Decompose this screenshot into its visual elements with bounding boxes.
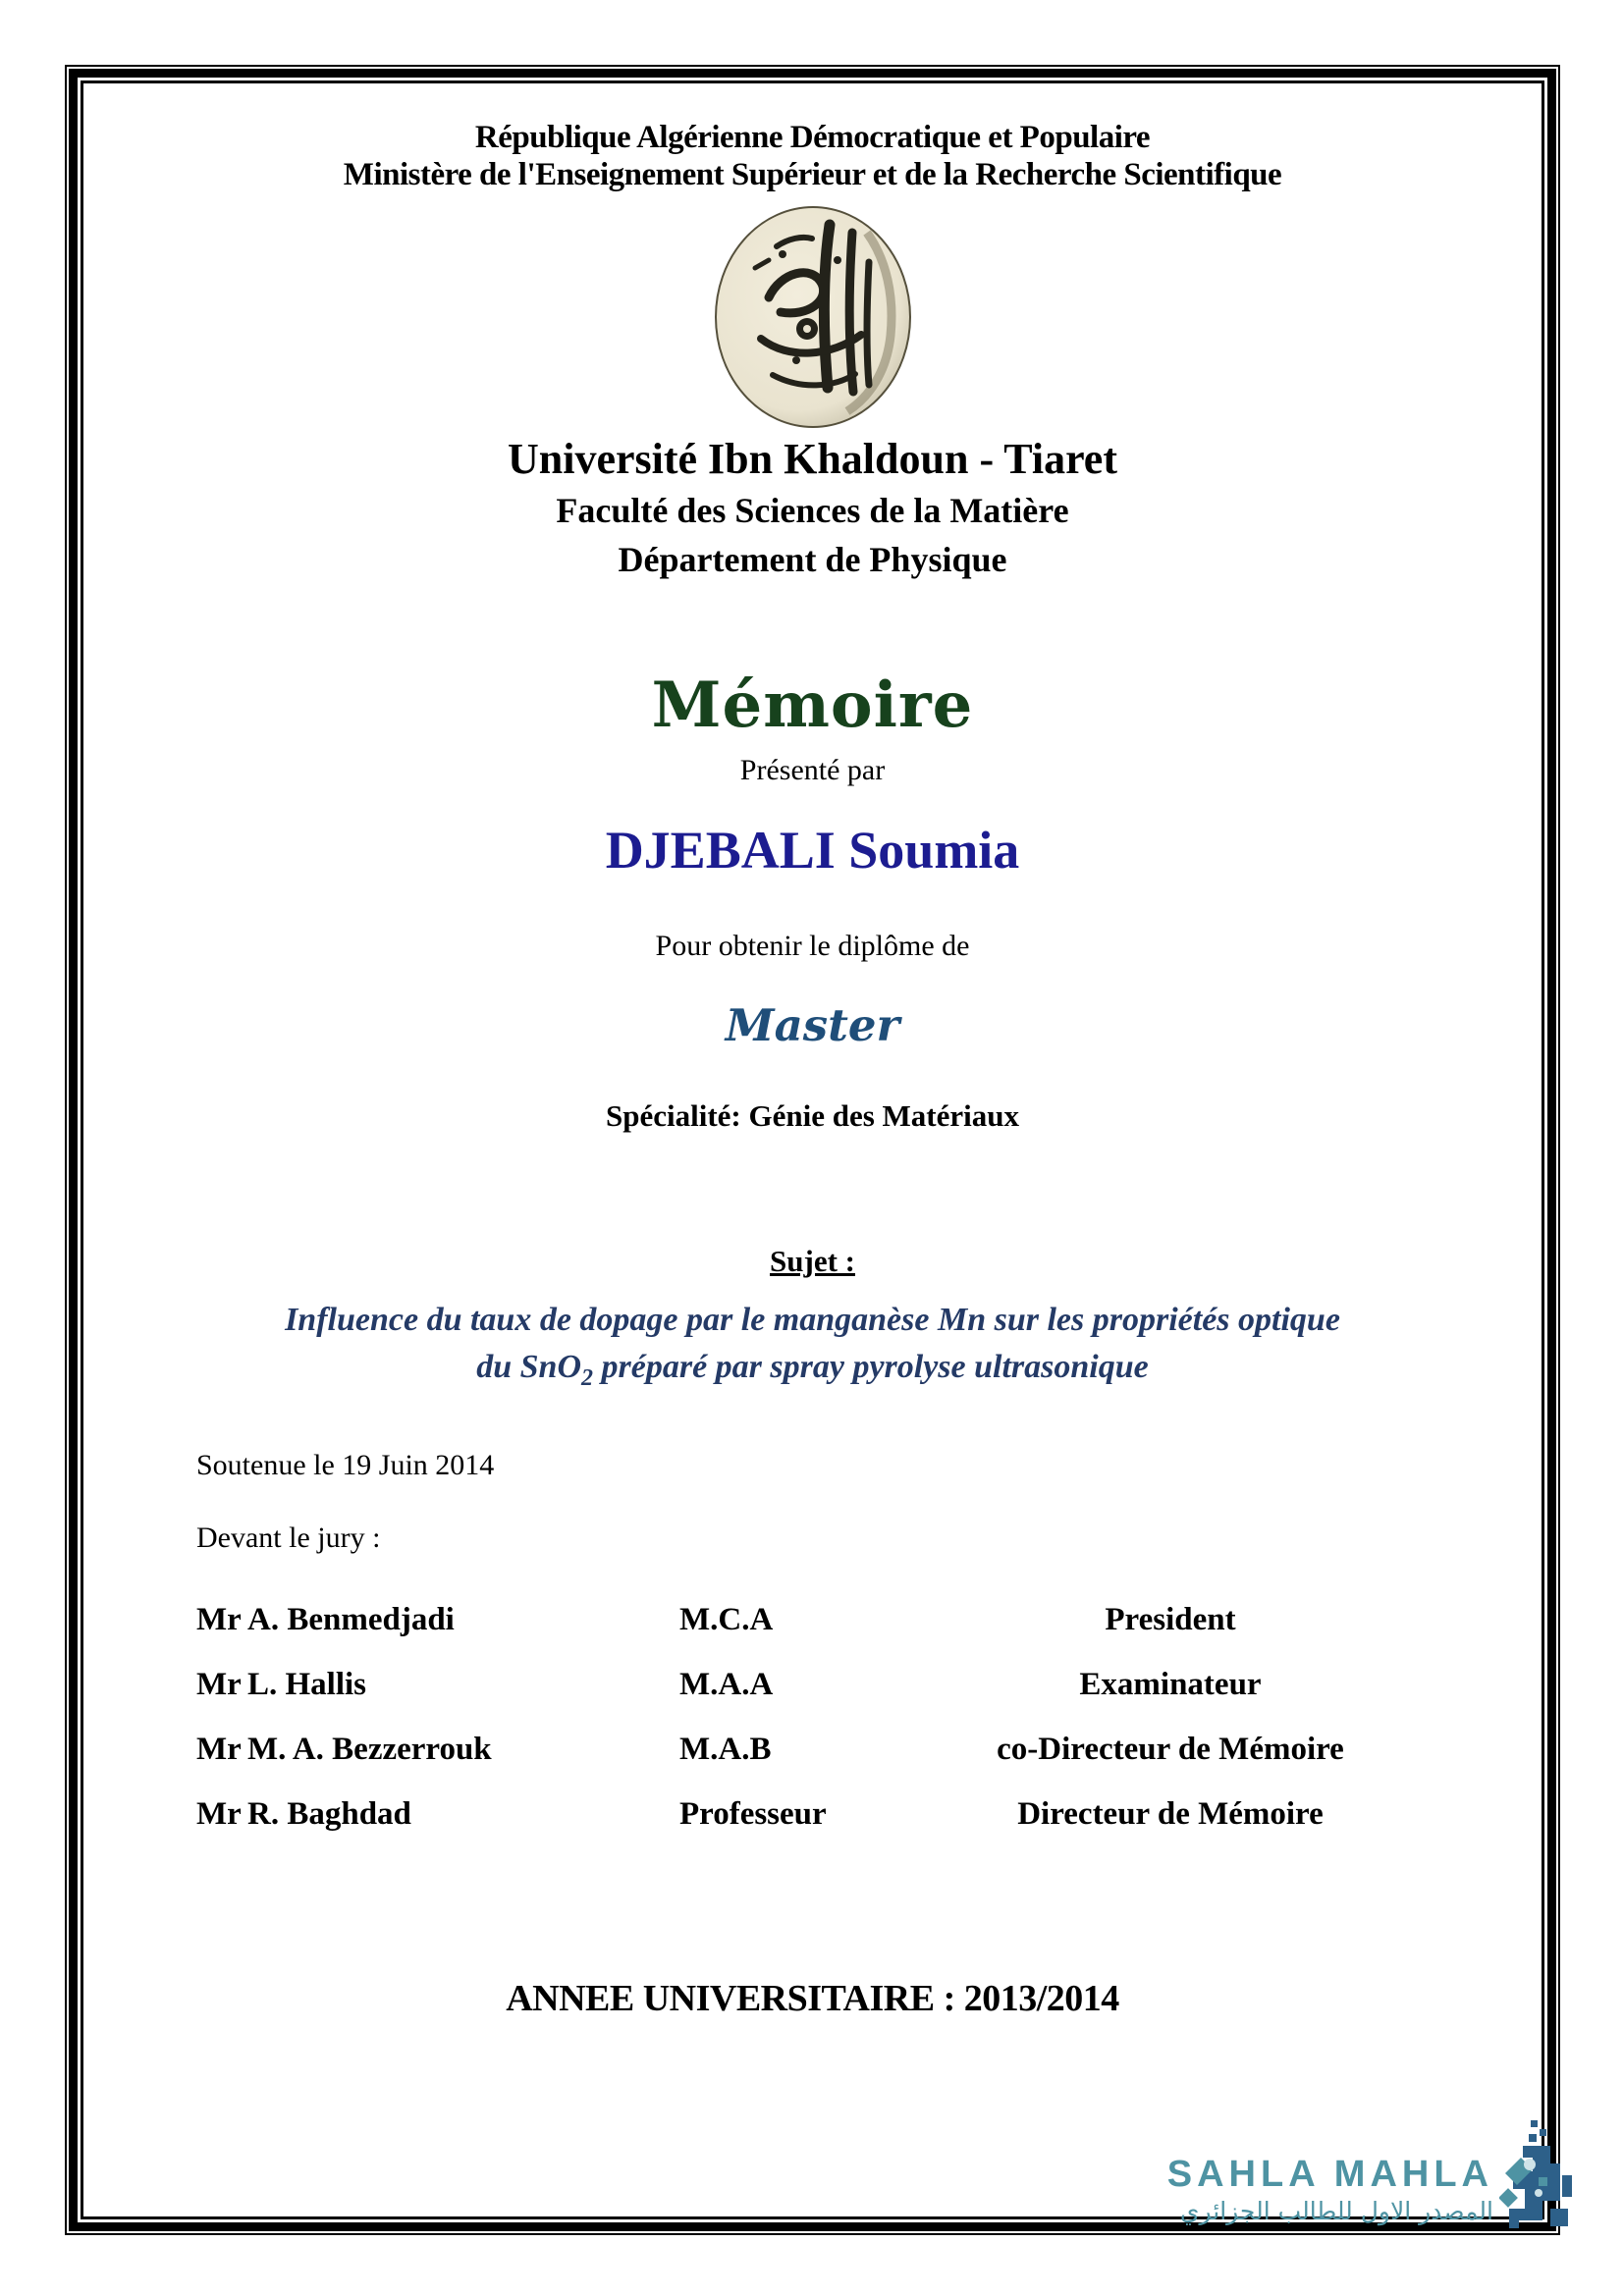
page-border-outer	[65, 65, 1560, 2235]
sahla-mahla-logo-icon	[1499, 2118, 1576, 2232]
republic-title: République Algérienne Démocratique et Populaire	[474, 120, 1151, 155]
jury-label: Devant le jury :	[196, 1521, 381, 1554]
jury-member-title: Mr	[196, 1731, 242, 1767]
jury-member-role: Examinateur	[1079, 1666, 1262, 1702]
jury-member-grade: M.C.A	[679, 1601, 774, 1637]
jury-member-name: M. A. Bezzerrouk	[247, 1731, 492, 1767]
jury-row	[196, 1665, 1542, 1704]
jury-member-name: A. Benmedjadi	[247, 1601, 455, 1637]
page-border-middle	[69, 69, 1556, 2231]
jury-member-title: Mr	[196, 1601, 242, 1637]
jury-member-title: Mr	[196, 1666, 242, 1702]
jury-member-grade: M.A.A	[679, 1666, 774, 1702]
subject-line2-pre: du SnO	[476, 1349, 582, 1385]
jury-row	[196, 1730, 1542, 1769]
subject-label: Sujet :	[770, 1244, 855, 1278]
diploma-purpose-label: Pour obtenir le diplôme de	[655, 930, 970, 962]
jury-member-title: Mr	[196, 1795, 242, 1832]
speciality-line: Spécialité: Génie des Matériaux	[606, 1098, 1019, 1133]
diploma-name: Master	[725, 999, 900, 1051]
subject-title	[83, 1297, 1542, 1402]
department-name: Département de Physique	[618, 540, 1007, 579]
subject-line2-subscript: 2	[581, 1364, 594, 1391]
university-seal-logo	[712, 203, 914, 431]
sahla-mahla-watermark	[1167, 2118, 1576, 2232]
jury-row	[196, 1600, 1542, 1639]
author-name: DJEBALI Soumia	[605, 821, 1020, 880]
document-type-title: Mémoire	[651, 668, 974, 742]
faculty-name: Faculté des Sciences de la Matière	[556, 491, 1069, 530]
watermark-text-block	[1167, 2154, 1493, 2226]
subject-line2-post: préparé par spray pyrolyse ultrasonique	[593, 1349, 1149, 1385]
jury-member-role: President	[1105, 1601, 1236, 1637]
presented-by-label: Présenté par	[739, 754, 886, 786]
jury-member-name: R. Baghdad	[247, 1795, 411, 1832]
watermark-brand: SAHLA MAHLA	[1166, 2154, 1493, 2195]
jury-row	[196, 1794, 1542, 1834]
jury-member-role: Directeur de Mémoire	[1017, 1795, 1324, 1832]
jury-member-grade: M.A.B	[679, 1731, 772, 1767]
subject-line1: Influence du taux de dopage par le manganèse Mn sur les propriétés optique	[285, 1302, 1340, 1338]
page-content	[81, 80, 1544, 2219]
jury-member-name: L. Hallis	[247, 1666, 367, 1702]
academic-year: ANNEE UNIVERSITAIRE : 2013/2014	[506, 1977, 1119, 2019]
jury-member-grade: Professeur	[679, 1795, 827, 1832]
jury-table	[196, 1600, 1542, 1834]
defense-date: Soutenue le 19 Juin 2014	[196, 1448, 495, 1481]
university-name: Université Ibn Khaldoun - Tiaret	[507, 435, 1117, 483]
jury-member-role: co-Directeur de Mémoire	[997, 1731, 1344, 1767]
watermark-tagline-arabic: المصدر الاول للطالب الجزائري	[1179, 2197, 1493, 2225]
ministry-title: Ministère de l'Enseignement Supérieur et de la Recherche Scientifique	[343, 157, 1282, 192]
